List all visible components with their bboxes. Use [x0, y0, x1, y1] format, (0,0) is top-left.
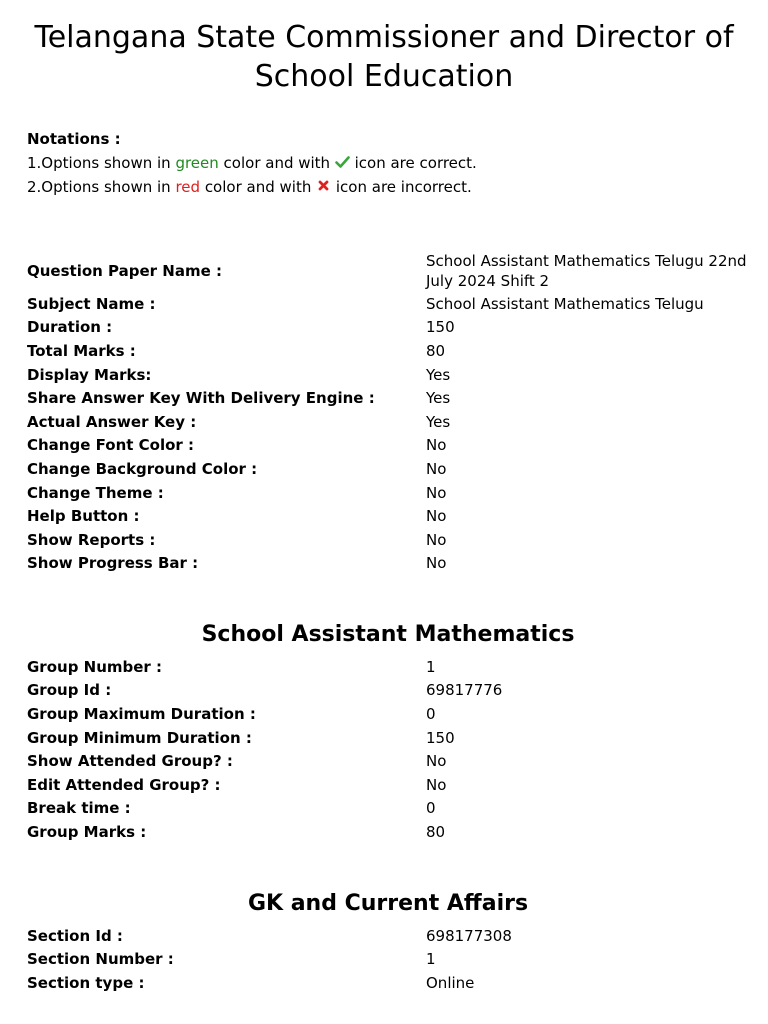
info-value: 698177308	[426, 926, 512, 945]
info-label: Change Font Color :	[27, 436, 195, 455]
info-label: Change Background Color :	[27, 459, 258, 478]
info-label: Group Maximum Duration :	[27, 704, 256, 723]
info-row	[27, 679, 747, 703]
notation-text: 2.Options shown in	[27, 178, 176, 196]
info-value: No	[426, 436, 447, 455]
info-row	[27, 924, 747, 948]
info-value: 0	[426, 704, 436, 723]
info-row	[27, 726, 747, 750]
info-value: 1	[426, 657, 436, 676]
info-row	[27, 702, 747, 726]
info-label: Question Paper Name :	[27, 261, 222, 280]
info-value: Yes	[426, 412, 451, 431]
info-label: Duration :	[27, 318, 113, 337]
info-label: Change Theme :	[27, 483, 164, 502]
notation-text: icon are incorrect.	[331, 178, 472, 196]
info-label: Group Minimum Duration :	[27, 728, 252, 747]
info-row	[27, 457, 747, 481]
notation-correct	[27, 151, 477, 175]
info-row	[27, 504, 747, 528]
notations	[27, 127, 477, 199]
info-value: 150	[426, 318, 455, 337]
section-info-table	[27, 924, 747, 995]
info-label: Edit Attended Group? :	[27, 775, 221, 794]
cross-icon	[316, 179, 331, 193]
info-row	[27, 552, 747, 576]
info-label: Help Button :	[27, 507, 140, 526]
section-title: GK and Current Affairs	[247, 891, 529, 916]
info-label: Group Marks :	[27, 822, 147, 841]
info-row	[27, 655, 747, 679]
info-value: No	[426, 752, 447, 771]
info-value: No	[426, 459, 447, 478]
info-label: Show Attended Group? :	[27, 752, 233, 771]
info-value: 150	[426, 728, 455, 747]
paper-info-table	[27, 249, 747, 575]
notation-text: 1.Options shown in	[27, 154, 176, 172]
info-label: Share Answer Key With Delivery Engine :	[27, 389, 375, 408]
info-value: No	[426, 530, 447, 549]
info-label: Break time :	[27, 799, 131, 818]
info-label: Section Id :	[27, 926, 123, 945]
group-info-table	[27, 655, 747, 844]
info-row	[27, 820, 747, 844]
info-row	[27, 339, 747, 363]
info-value: 80	[426, 341, 446, 360]
info-value: No	[426, 507, 447, 526]
info-label: Section Number :	[27, 950, 174, 969]
info-value: Yes	[426, 389, 451, 408]
info-value: 69817776	[426, 681, 503, 700]
info-value: School Assistant Mathematics Telugu 22nd July 2024 Shift 2	[426, 251, 747, 290]
info-value: No	[426, 775, 447, 794]
green-word: green	[175, 154, 219, 172]
info-label: Show Progress Bar :	[27, 554, 199, 573]
notation-text: color and with	[218, 154, 331, 172]
info-row	[27, 363, 747, 387]
info-row	[27, 292, 747, 316]
info-row	[27, 948, 747, 972]
info-row	[27, 410, 747, 434]
info-row	[27, 797, 747, 821]
info-value: 1	[426, 950, 436, 969]
info-label: Total Marks :	[27, 341, 136, 360]
info-label: Actual Answer Key :	[27, 412, 197, 431]
info-value: School Assistant Mathematics Telugu	[426, 294, 704, 313]
info-value: No	[426, 554, 447, 573]
info-label: Show Reports :	[27, 530, 156, 549]
info-value: Yes	[426, 365, 451, 384]
info-row	[27, 481, 747, 505]
page-title: Telangana State Commissioner and Director of School Education	[34, 20, 734, 94]
check-icon	[335, 155, 350, 169]
info-value: 80	[426, 822, 446, 841]
notation-incorrect	[27, 175, 477, 199]
info-row	[27, 316, 747, 340]
info-label: Display Marks:	[27, 365, 152, 384]
info-label: Group Id :	[27, 681, 112, 700]
info-label: Subject Name :	[27, 294, 156, 313]
info-row	[27, 749, 747, 773]
info-label: Section type :	[27, 973, 145, 992]
info-value: 0	[426, 799, 436, 818]
info-row	[27, 249, 747, 292]
info-row	[27, 386, 747, 410]
notations-heading: Notations :	[27, 130, 121, 148]
notation-text: color and with	[200, 178, 312, 196]
notation-text: icon are correct.	[349, 154, 477, 172]
info-value: No	[426, 483, 447, 502]
info-value: Online	[426, 973, 475, 992]
info-label: Group Number :	[27, 657, 163, 676]
info-row	[27, 773, 747, 797]
group-title: School Assistant Mathematics	[201, 622, 575, 647]
info-row	[27, 971, 747, 995]
info-row	[27, 528, 747, 552]
red-word: red	[175, 178, 201, 196]
info-row	[27, 434, 747, 458]
